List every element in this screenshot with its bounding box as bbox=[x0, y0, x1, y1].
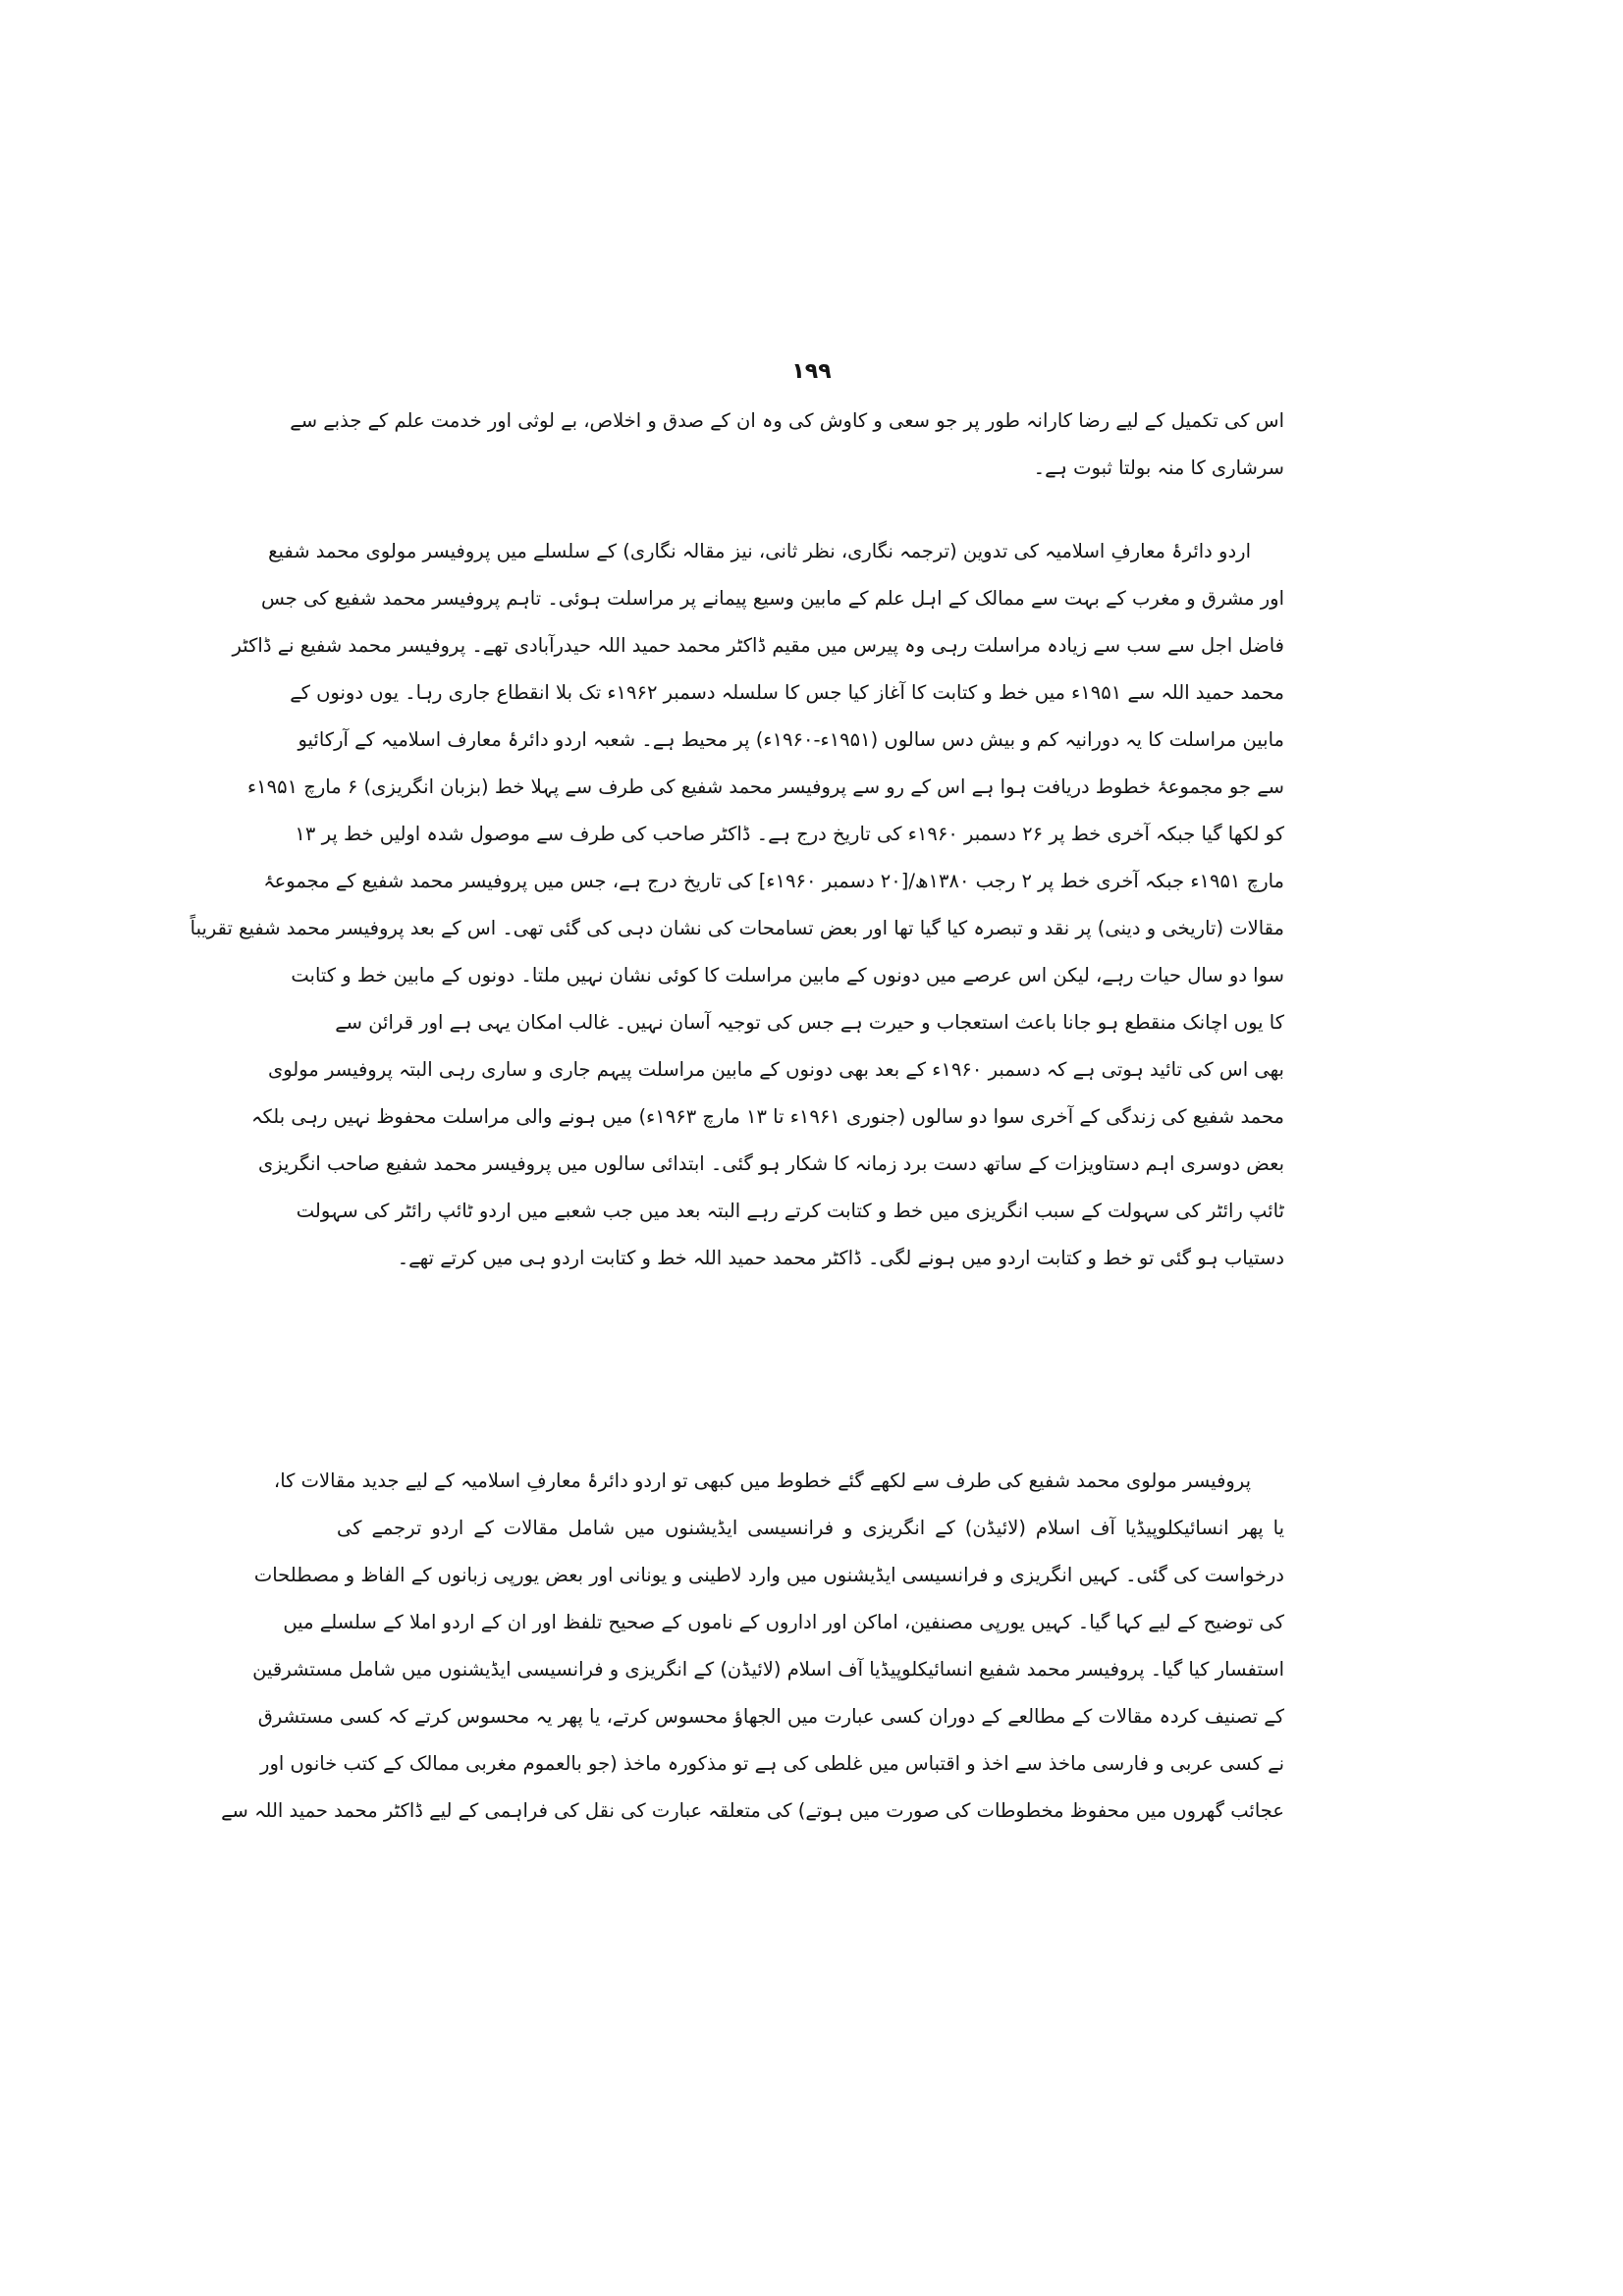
paragraph-line: ٹائپ رائٹر کی سہولت کے سبب انگریزی میں خط و کتابت کرتے رہے البتہ بعد میں جب شعبے میں اردو ٹائپ رائٹر کی سہولت bbox=[296, 1200, 1284, 1222]
paragraph-3 bbox=[221, 1458, 1284, 1835]
paragraph-line: دستیاب ہو گئی تو خط و کتابت اردو میں ہونے لگی۔ ڈاکٹر محمد حمید اللہ خط و کتابت اردو ہی میں کرتے تھے۔ bbox=[397, 1247, 1284, 1269]
paragraph-1 bbox=[290, 398, 1284, 492]
paragraph-line: استفسار کیا گیا۔ پروفیسر محمد شفیع انسائیکلوپیڈیا آف اسلام (لائیڈن) کے انگریزی و فرانسیسی ایڈیشنوں میں شامل مستشرقین bbox=[252, 1658, 1284, 1681]
paragraph-line: نے کسی عربی و فارسی ماخذ سے اخذ و اقتباس میں غلطی کی ہے تو مذکورہ ماخذ (جو بالعموم مغربی ممالک کے کتب خانوں اور bbox=[260, 1752, 1284, 1775]
paragraph-line: سے جو مجموعۂ خطوط دریافت ہوا ہے اس کے رو سے پروفیسر محمد شفیع کی طرف سے پہلا خط (بزبان انگریزی) ۶ مارچ ۱۹۵۱ء bbox=[247, 775, 1284, 798]
paragraph-line: بھی اس کی تائید ہوتی ہے کہ دسمبر ۱۹۶۰ء کے بعد بھی دونوں کے مابین مراسلت پیہم جاری و ساری رہی البتہ پروفیسر مولوی bbox=[267, 1058, 1284, 1081]
paragraph-line: سوا دو سال حیات رہے، لیکن اس عرصے میں دونوں کے مابین مراسلت کا کوئی نشان نہیں ملتا۔ دونوں کے مابین خط و کتابت bbox=[291, 964, 1284, 987]
paragraph-line: عجائب گھروں میں محفوظ مخطوطات کی صورت میں ہوتے) کی متعلقہ عبارت کی نقل کی فراہمی کے لیے ڈاکٹر محمد حمید اللہ سے bbox=[221, 1799, 1284, 1822]
paragraph-line: فاضل اجل سے سب سے زیادہ مراسلت رہی وہ پیرس میں مقیم ڈاکٹر محمد حمید اللہ حیدرآبادی تھے۔ پروفیسر محمد شفیع نے ڈاکٹر bbox=[232, 634, 1284, 657]
paragraph-line: اردو دائرۂ معارفِ اسلامیہ کی تدوین (ترجمہ نگاری، نظر ثانی، نیز مقالہ نگاری) کے سلسلے میں پروفیسر مولوی محمد شفیع bbox=[268, 540, 1251, 562]
paragraph-line: محمد حمید اللہ سے ۱۹۵۱ء میں خط و کتابت کا آغاز کیا جس کا سلسلہ دسمبر ۱۹۶۲ء تک بلا انقطاع جاری رہا۔ یوں دونوں کے bbox=[290, 681, 1284, 704]
paragraph-line: درخواست کی گئی۔ کہیں انگریزی و فرانسیسی ایڈیشنوں میں وارد لاطینی و یونانی اور بعض یورپی زبانوں کے الفاظ و مصطلحات bbox=[253, 1564, 1284, 1586]
paragraph-line: اس کی تکمیل کے لیے رضا کارانہ طور پر جو سعی و کاوش کی وہ ان کے صدق و اخلاص، بے لوثی اور خدمت علم کے جذبے سے bbox=[290, 409, 1284, 432]
paragraph-line: سرشاری کا منہ بولتا ثبوت ہے۔ bbox=[1033, 456, 1284, 479]
paragraph-2 bbox=[189, 528, 1284, 1282]
paragraph-line: مابین مراسلت کا یہ دورانیہ کم و بیش دس سالوں (۱۹۵۱ء-۱۹۶۰ء) پر محیط ہے۔ شعبہ اردو دائرۂ معارف اسلامیہ کے آرکائیو bbox=[298, 728, 1284, 751]
paragraph-line: مقالات (تاریخی و دینی) پر نقد و تبصرہ کیا گیا تھا اور بعض تسامحات کی نشان دہی کی گئی تھی۔ اس کے بعد پروفیسر محمد شفیع تقریباً bbox=[189, 917, 1284, 939]
paragraph-line: پروفیسر مولوی محمد شفیع کی طرف سے لکھے گئے خطوط میں کبھی تو اردو دائرۂ معارفِ اسلامیہ کے لیے جدید مقالات کا، bbox=[273, 1469, 1251, 1492]
paragraph-line: بعض دوسری اہم دستاویزات کے ساتھ دست برد زمانہ کا شکار ہو گئی۔ ابتدائی سالوں میں پروفیسر محمد شفیع صاحب انگریزی bbox=[257, 1152, 1284, 1175]
paragraph-line: مارچ ۱۹۵۱ء جبکہ آخری خط پر ۲ رجب ۱۳۸۰ھ/[۲۰ دسمبر ۱۹۶۰ء] کی تاریخ درج ہے، جس میں پروفیسر محمد شفیع کے مجموعۂ bbox=[263, 870, 1284, 892]
paragraph-line: یا پھر انسائیکلوپیڈیا آف اسلام (لائیڈن) کے انگریزی و فرانسیسی ایڈیشنوں میں شامل مقالات کے اردو ترجمے کی bbox=[337, 1517, 1284, 1539]
paragraph-line: کی توضیح کے لیے کہا گیا۔ کہیں یورپی مصنفین، اماکن اور اداروں کے ناموں کے صحیح تلفظ اور ان کے اردو املا کے سلسلے میں bbox=[283, 1611, 1284, 1633]
page-number: ١٩٩ bbox=[791, 359, 832, 384]
paragraph-line: کو لکھا گیا جبکہ آخری خط پر ۲۶ دسمبر ۱۹۶۰ء کی تاریخ درج ہے۔ ڈاکٹر صاحب کی طرف سے موصول شدہ اولیں خط پر ۱۳ bbox=[295, 823, 1284, 845]
paragraph-line: کا یوں اچانک منقطع ہو جانا باعث استعجاب و حیرت ہے جس کی توجیہ آسان نہیں۔ غالب امکان یہی ہے اور قرائن سے bbox=[335, 1011, 1284, 1034]
paragraph-line: محمد شفیع کی زندگی کے آخری سوا دو سالوں (جنوری ۱۹۶۱ء تا ۱۳ مارچ ۱۹۶۳ء) میں ہونے والی مراسلت محفوظ نہیں رہی بلکہ bbox=[251, 1105, 1284, 1128]
paragraph-line: اور مشرق و مغرب کے بہت سے ممالک کے اہل علم کے مابین وسیع پیمانے پر مراسلت ہوئی۔ تاہم پروفیسر محمد شفیع کی جس bbox=[260, 587, 1284, 610]
paragraph-line: کے تصنیف کردہ مقالات کے مطالعے کے دوران کسی عبارت میں الجھاؤ محسوس کرتے، یا پھر یہ محسوس کرتے کہ کسی مستشرق bbox=[257, 1705, 1284, 1728]
